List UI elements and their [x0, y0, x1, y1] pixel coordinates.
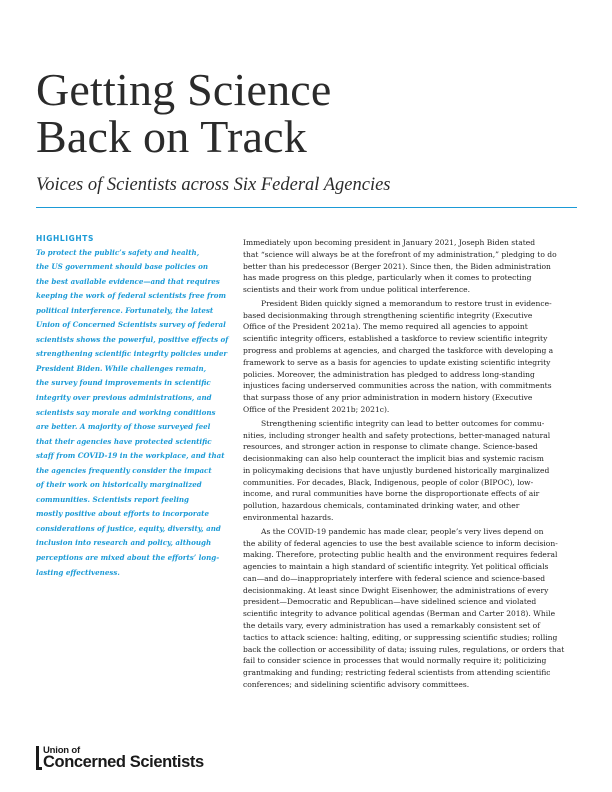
body-line: framework to serve as a basis for agencies to update existing scientific integrity: [243, 357, 551, 367]
body-line: grantmaking and funding; restricting federal scientists from attending scientific: [243, 668, 551, 678]
body-line: tactics to attack science: halting, editing, or suppressing scientific studies; rolling: [243, 632, 558, 642]
highlights-line: inclusion into research and policy, although: [36, 538, 212, 548]
highlights-line: To protect the public’s safety and health,: [36, 247, 200, 257]
highlights-line: integrity over previous administrations, and: [36, 392, 212, 402]
body-line: making. Therefore, protecting public health and the environment requires federal: [243, 550, 558, 560]
highlights-line: the US government should base policies on: [36, 262, 208, 272]
highlights-line: mostly positive about efforts to incorporate: [36, 509, 209, 519]
body-line: back the collection or accessibility of data; issuing rules, regulations, or orders that: [243, 644, 565, 654]
body-line: can—and do—inappropriately interfere with federal science and science-based: [243, 573, 546, 583]
body-line: fail to consider science in processes that would normally require it; politicizing: [243, 656, 547, 666]
body-paragraph: [243, 237, 580, 296]
body-line: conferences; and sidelining scientific advisory committees.: [243, 679, 470, 689]
title-line-2: Back on Track: [36, 111, 307, 162]
body-line: policies. Moreover, the administration has pledged to address long-standing: [243, 369, 535, 379]
highlights-line: staff from COVID-19 in the workplace, and that: [36, 451, 225, 461]
highlights-line: perceptions are mixed about the efforts’ long-: [36, 552, 220, 562]
body-line: President Biden quickly signed a memorandum to restore trust in evidence-: [261, 298, 552, 308]
body-line: president—Democratic and Republican—have sidelined science and violated: [243, 597, 537, 607]
logo-line-1: Union of: [43, 745, 80, 756]
highlights-line: are better. A majority of those surveyed feel: [36, 422, 211, 432]
body-line: environmental hazards.: [243, 512, 334, 522]
body-line: in policymaking decisions that have unjustly burdened historically marginalized: [243, 465, 550, 475]
highlights-line: considerations of justice, equity, diversity, and: [36, 523, 221, 533]
highlights-label: HIGHLIGHTS: [36, 234, 95, 243]
body-paragraph: [243, 298, 580, 416]
header-divider: [36, 207, 577, 208]
body-line: better than his predecessor (Berger 2021). Since then, the Biden administration: [243, 261, 551, 271]
highlights-line: the best available evidence—and that requires: [36, 276, 220, 286]
body-paragraph: [243, 526, 580, 691]
body-line: Strengthening scientific integrity can lead to better outcomes for commu-: [261, 418, 545, 428]
highlights-line: lasting effectiveness.: [36, 567, 120, 577]
body-line: the ability of federal agencies to use the best available science to inform decision-: [243, 538, 558, 548]
body-line: Immediately upon becoming president in January 2021, Joseph Biden stated: [243, 238, 536, 247]
body-line: scientific integrity to advance political agendas (Berman and Carter 2018). While: [243, 609, 556, 619]
highlights-line: the survey found improvements in scientific: [36, 378, 211, 388]
logo-bracket-icon: [36, 746, 39, 770]
highlights-line: that their agencies have protected scientific: [36, 436, 212, 446]
highlights-line: Union of Concerned Scientists survey of federal: [36, 320, 226, 330]
body-line: has made progress on this pledge, particularly when it comes to protecting: [243, 273, 532, 283]
highlights-line: political interference. Fortunately, the latest: [36, 305, 214, 315]
body-line: agencies to maintain a high standard of scientific integrity. Yet political officials: [243, 562, 549, 572]
body-text: [243, 237, 580, 691]
body-line: scientists and their work from undue political interference.: [243, 285, 471, 295]
body-paragraph: [243, 418, 580, 524]
body-line: pollution, hazardous chemicals, contaminated drinking water, and other: [243, 501, 520, 511]
body-line: that “science will always be at the forefront of my administration,” pledging to do: [243, 249, 557, 259]
body-line: income, and rural communities have borne the disproportionate effects of air: [243, 489, 540, 499]
title-line-1: Getting Science: [36, 64, 332, 115]
body-line: resources, and stronger action in response to climate change. Science-based: [243, 442, 538, 452]
highlights-line: scientists shows the powerful, positive effects of: [36, 334, 229, 344]
body-line: scientific integrity officers, established a taskforce to review scientific integrity: [243, 334, 548, 344]
highlights-line: scientists say morale and working conditions: [36, 407, 216, 417]
body-line: that surpass those of any prior administration in modern history (Executive: [243, 393, 533, 403]
highlights-line: President Biden. While challenges remain,: [36, 363, 207, 373]
highlights-line: communities. Scientists report feeling: [36, 494, 190, 504]
logo-line-2: Concerned Scientists: [43, 753, 204, 771]
highlights-line: the agencies frequently consider the impact: [36, 465, 212, 475]
body-line: Office of the President 2021b; 2021c).: [243, 404, 390, 414]
highlights-text: [36, 246, 236, 581]
page-subtitle: Voices of Scientists across Six Federal Agencies: [36, 175, 391, 195]
highlights-line: strengthening scientific integrity policies under: [36, 349, 228, 359]
body-line: based decisionmaking through strengthening scientific integrity (Executive: [243, 310, 533, 320]
page-title: [36, 66, 576, 160]
body-line: Office of the President 2021a). The memo required all agencies to appoint: [243, 322, 528, 332]
body-line: nities, including stronger health and safety protections, better-managed natural: [243, 430, 551, 440]
body-line: decisionmaking. At least since Dwight Eisenhower, the administrations of every: [243, 585, 549, 595]
body-line: As the COVID-19 pandemic has made clear, people’s very lives depend on: [261, 526, 544, 536]
body-line: communities. For decades, Black, Indigenous, people of color (BIPOC), low-: [243, 477, 534, 487]
body-line: injustices facing underserved communities across the nation, with commitments: [243, 381, 552, 391]
body-line: decisionmaking can also help counteract the implicit bias and systemic racism: [243, 454, 544, 464]
body-line: progress and problems at agencies, and charged the taskforce with developing a: [243, 346, 554, 356]
body-line: the details vary, every administration has used a remarkably consistent set of: [243, 621, 540, 630]
highlights-line: of their work on historically marginalized: [36, 480, 202, 490]
highlights-line: keeping the work of federal scientists free from: [36, 291, 227, 301]
